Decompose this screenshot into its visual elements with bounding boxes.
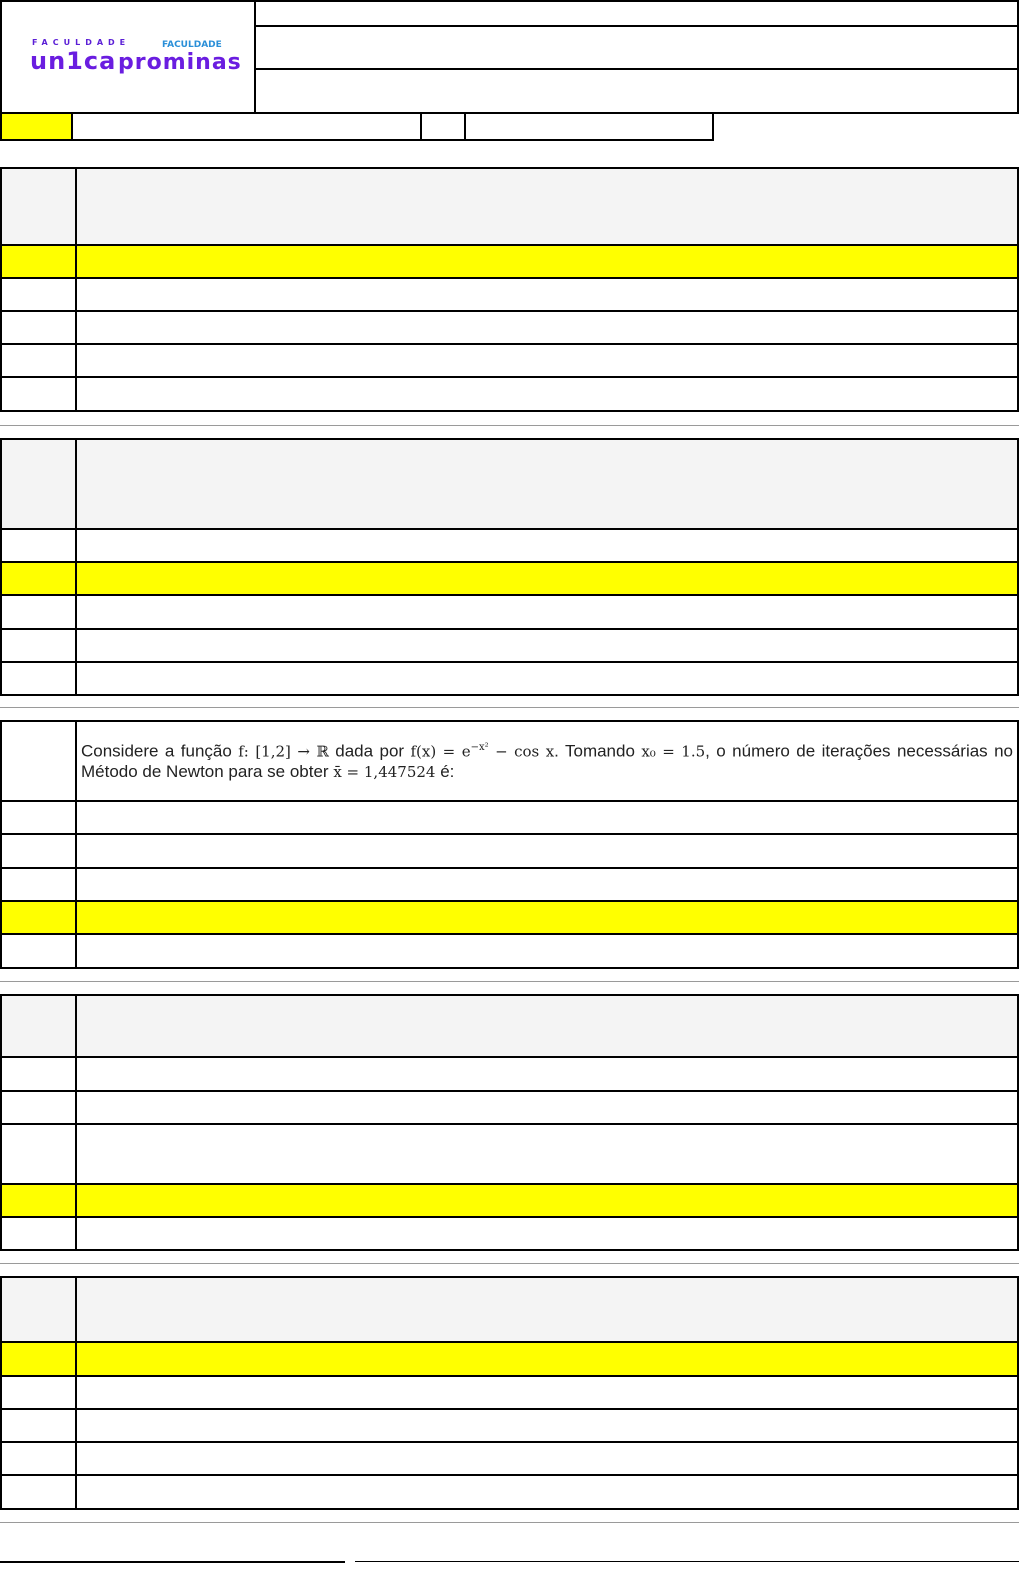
answer-option[interactable] <box>2 345 1017 378</box>
header-row-divider <box>256 25 1019 27</box>
question-stem <box>2 1278 1017 1343</box>
answer-option[interactable] <box>2 935 1017 969</box>
answer-option[interactable] <box>2 1218 1017 1251</box>
answer-option[interactable] <box>2 630 1017 663</box>
footer-line-left <box>0 1561 345 1563</box>
question-1 <box>0 167 1019 412</box>
answer-option[interactable] <box>2 1443 1017 1476</box>
student-name-cell <box>71 114 422 141</box>
answer-option[interactable] <box>2 312 1017 345</box>
question-separator <box>0 1522 1019 1523</box>
footer-line-right <box>355 1561 1019 1562</box>
answer-option[interactable] <box>2 1092 1017 1125</box>
answer-option[interactable] <box>2 279 1017 312</box>
answer-option-correct[interactable] <box>2 1343 1017 1377</box>
question-stem <box>2 996 1017 1058</box>
question-separator <box>0 707 1019 708</box>
answer-option[interactable] <box>2 802 1017 835</box>
answer-option[interactable] <box>2 1058 1017 1092</box>
logo-cell <box>0 0 256 114</box>
answer-option[interactable] <box>2 1410 1017 1443</box>
answer-option-correct[interactable] <box>2 563 1017 596</box>
question-stem <box>2 440 1017 530</box>
question-3 <box>0 720 1019 969</box>
logo-prominas: prominas <box>118 50 242 75</box>
answer-option-correct[interactable] <box>2 246 1017 279</box>
question-stem <box>2 722 1017 802</box>
grade-cell <box>0 114 73 141</box>
answer-option[interactable] <box>2 378 1017 412</box>
answer-option-correct[interactable] <box>2 902 1017 935</box>
question-separator <box>0 1263 1019 1264</box>
answer-option[interactable] <box>2 1377 1017 1410</box>
answer-option[interactable] <box>2 869 1017 902</box>
logo-unica: un1ca <box>30 47 117 75</box>
question-2 <box>0 438 1019 696</box>
answer-option[interactable] <box>2 1476 1017 1510</box>
question-stem <box>2 169 1017 246</box>
question-separator <box>0 425 1019 426</box>
question-5 <box>0 1276 1019 1510</box>
question-4 <box>0 994 1019 1251</box>
date-cell <box>464 114 714 141</box>
answer-option[interactable] <box>2 835 1017 869</box>
answer-option[interactable] <box>2 1125 1017 1185</box>
answer-option-correct[interactable] <box>2 1185 1017 1218</box>
label-cell <box>420 114 466 141</box>
logo-faculdade-small: FACULDADE <box>162 40 222 50</box>
answer-option[interactable] <box>2 530 1017 563</box>
answer-option[interactable] <box>2 663 1017 696</box>
header-row-divider <box>256 68 1019 70</box>
question-3-text: Considere a função f: [1,2] → ℝ dada por $f(x) = e^{-x^2} - \cos x$. Tomando x₀ = 1.5, o número de iterações necessárias no Método de Newton para se obter x̄ = 1,447524 é: <box>81 741 1014 781</box>
question-separator <box>0 981 1019 982</box>
logo-faculdade-text: FACULDADE <box>32 38 131 47</box>
answer-option[interactable] <box>2 596 1017 630</box>
